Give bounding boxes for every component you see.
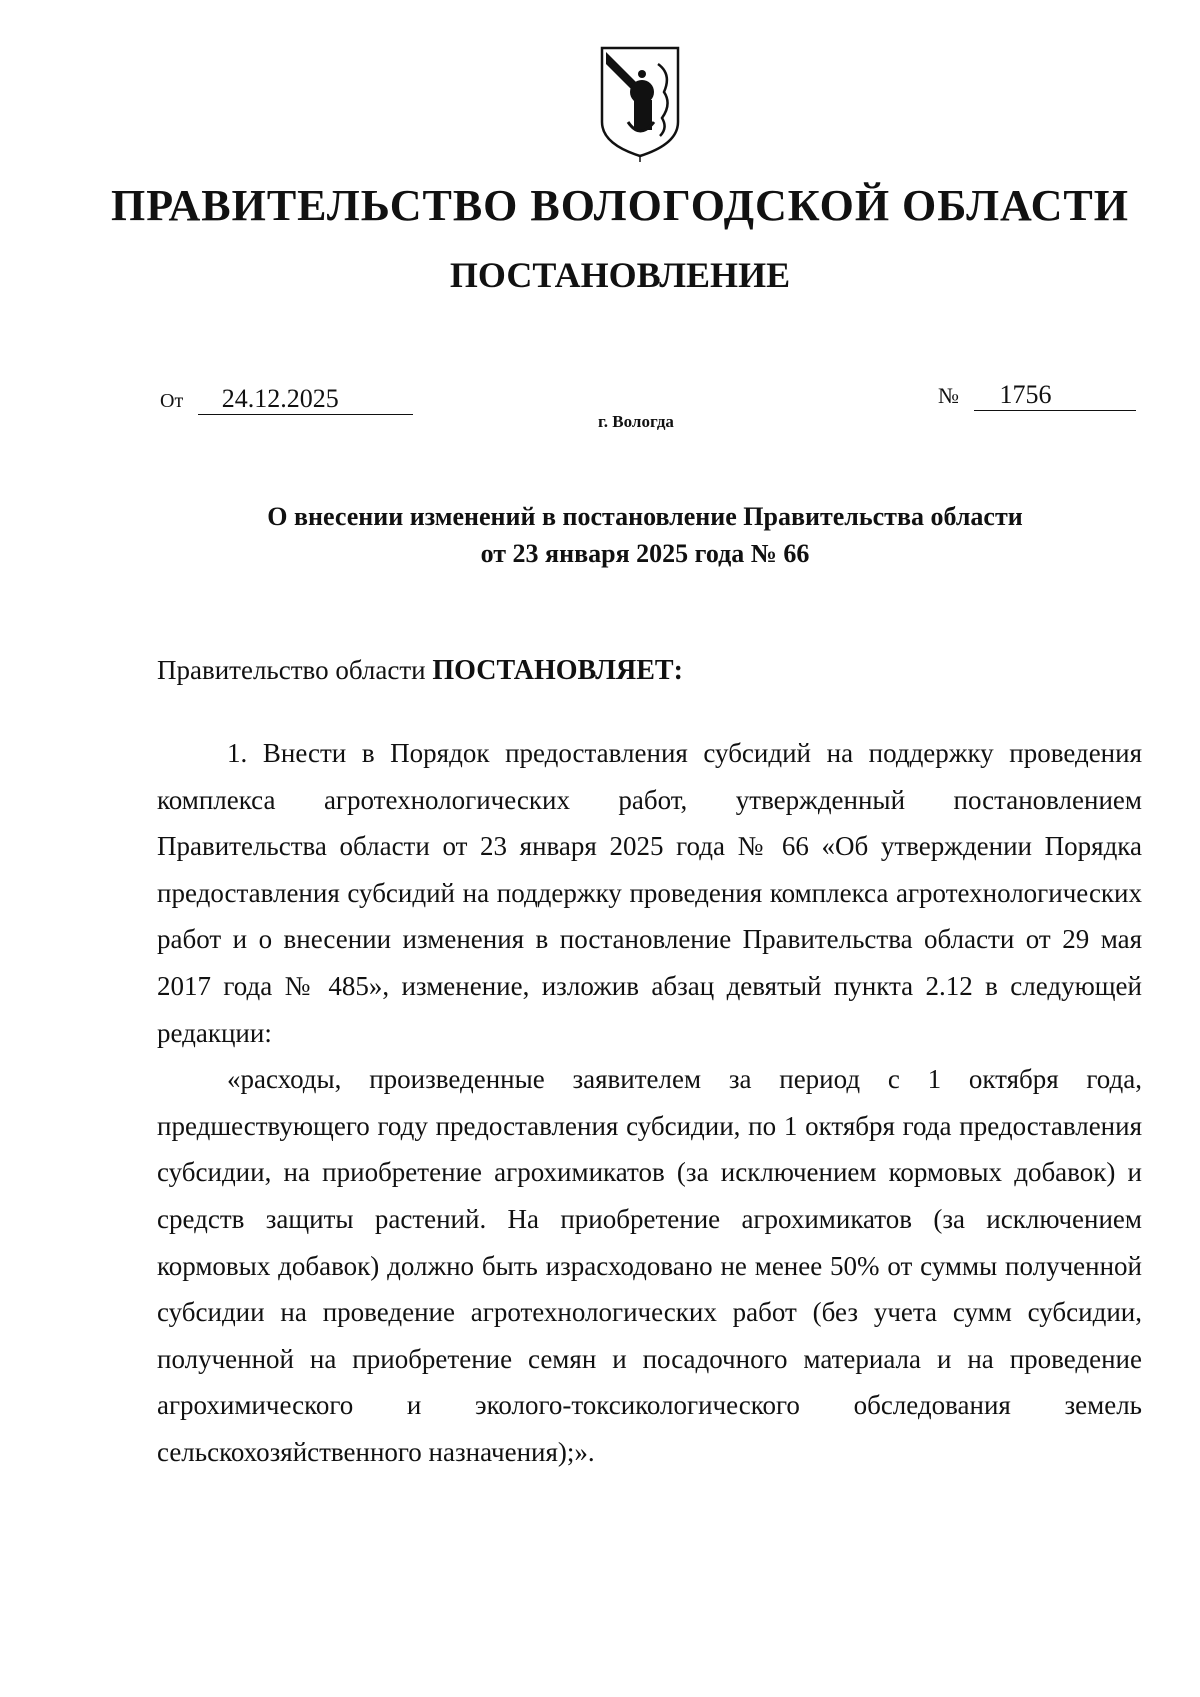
number-value: 1756 (974, 380, 1136, 411)
document-type: ПОСТАНОВЛЕНИЕ (449, 255, 791, 295)
body-paragraph-2: «расходы, произведенные заявителем за период с 1 октября года, предшествующего году предоставления субсидии, по 1 октября года предоставления субсидии, на приобретение агрохимикатов (за исключением кормовых добавок) и средств защиты растений. На приобретение агрохимикатов (за исключением кормовых добавок) должно быть израсходовано не менее 50% от суммы полученной субсидии на проведение агротехнологических работ (без учета сумм субсидии, полученной на приобретение семян и посадочного материала и на проведение агрохимического и эколого-токсикологического обследования земель сельскохозяйственного назначения);». (157, 1064, 1142, 1467)
document-date (160, 384, 413, 415)
number-prefix: № (938, 383, 959, 408)
document-body (157, 730, 1142, 1476)
decree-intro: Правительство области (157, 655, 433, 685)
city-label: г. Вологда (598, 412, 674, 431)
body-paragraph-1: 1. Внести в Порядок предоставления субсидий на поддержку проведения комплекса агротехнологических работ, утвержденный постановлением Правительства области от 23 января 2025 года № 66 «Об утверждении Порядка предоставления субсидий на поддержку проведения комплекса агротехнологических работ и о внесении изменения в постановление Правительства области от 29 мая 2017 года № 485», изменение, изложив абзац девятый пункта 2.12 в следующей редакции: (157, 738, 1142, 1048)
document-subject (160, 498, 1130, 572)
decree-verb: ПОСТАНОВЛЯЕТ: (432, 655, 683, 686)
document-number (938, 380, 1136, 411)
subject-line-1: О внесении изменений в постановление Правительства области (267, 502, 1023, 531)
organization-title: ПРАВИТЕЛЬСТВО ВОЛОГОДСКОЙ ОБЛАСТИ (111, 181, 1129, 230)
subject-line-2: от 23 января 2025 года № 66 (480, 539, 810, 568)
vologda-coat-of-arms-icon (598, 44, 682, 164)
date-prefix: От (160, 390, 184, 412)
date-value: 24.12.2025 (198, 384, 413, 415)
decree-statement (157, 655, 683, 687)
